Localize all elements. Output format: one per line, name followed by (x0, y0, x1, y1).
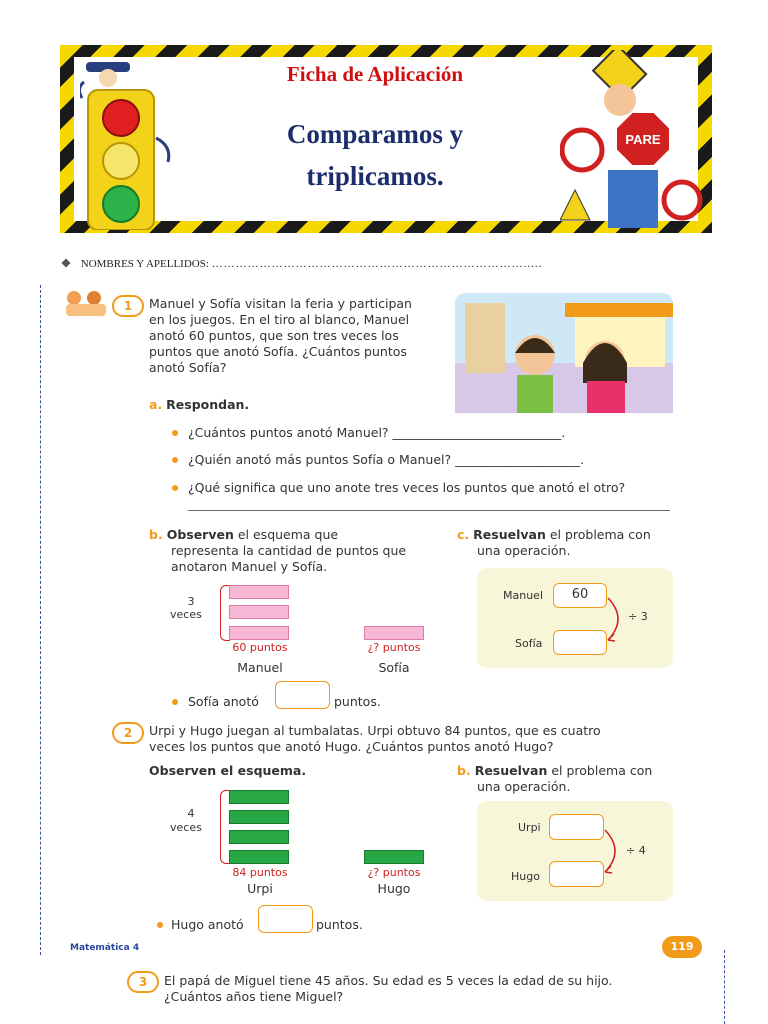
problem-1-line: puntos que anotó Sofía. ¿Cuántos puntos (149, 344, 407, 359)
bullet-icon (172, 457, 178, 463)
problem-3-number: 3 (127, 971, 159, 993)
part-b-rest: el esquema que (233, 527, 339, 542)
page-margin-line (724, 950, 725, 1024)
bullet-icon (157, 922, 163, 928)
urpi-bar (229, 810, 289, 824)
bullet-icon (172, 485, 178, 491)
op2-operation: ÷ 4 (626, 844, 646, 857)
sofia-points-label: ¿? puntos (367, 641, 421, 654)
diagram2-times-word: veces (170, 821, 202, 834)
op2-top-label: Urpi (518, 821, 541, 834)
part-b-bold: Observen (166, 527, 234, 542)
manuel-name-label: Manuel (237, 660, 283, 675)
problem-2-part-b (457, 763, 687, 795)
problem-3-line1: El papá de Miguel tiene 45 años. Su edad es 5 veces la edad de su hijo. (164, 973, 613, 988)
page-margin-line (40, 285, 41, 955)
problem-1-line: en los juegos. En el tiro al blanco, Manuel (149, 312, 410, 327)
page-number: 119 (662, 936, 702, 958)
hugo-points-label: ¿? puntos (367, 866, 421, 879)
bullet-icon (172, 430, 178, 436)
worksheet-title-line2: triplicamos. (306, 161, 444, 191)
manuel-bar (229, 585, 289, 599)
diagram2-times-num: 4 (187, 807, 195, 820)
sofia-bar (364, 626, 424, 640)
problem-2-part-b-letter: b. (457, 763, 471, 778)
part-c-line2: una operación. (477, 543, 571, 558)
problem-1-number: 1 (112, 295, 144, 317)
problem-1-line: anotó 60 puntos, que son tres veces los (149, 328, 399, 343)
part-c-text (457, 527, 687, 559)
traffic-light-illustration (80, 58, 180, 230)
problem-2-line2: veces los puntos que anotó Hugo. ¿Cuántos puntos anotó Hugo? (149, 739, 554, 754)
part-b-letter: b. (149, 527, 163, 542)
part-b-text (149, 527, 449, 575)
op1-top-label: Manuel (503, 589, 543, 602)
answer2-prefix: Hugo anotó (171, 917, 244, 932)
manuel-bar (229, 626, 289, 640)
worksheet-title (200, 113, 550, 197)
answer2-suffix: puntos. (316, 917, 363, 932)
problem-2-line1: Urpi y Hugo juegan al tumbalatas. Urpi obtuvo 84 puntos, que es cuatro (149, 723, 601, 738)
urpi-name-label: Urpi (247, 881, 273, 896)
part-c-rest: el problema con (545, 527, 651, 542)
part-a-heading (149, 397, 249, 413)
question-2[interactable]: ¿Quién anotó más puntos Sofía o Manuel? ____________________. (188, 452, 585, 467)
part-c-letter: c. (457, 527, 470, 542)
hugo-bar (364, 850, 424, 864)
answer2-box[interactable] (258, 905, 313, 933)
urpi-bar (229, 850, 289, 864)
part-b-line3: anotaron Manuel y Sofía. (171, 559, 328, 574)
problem-1-line: Manuel y Sofía visitan la feria y participan (149, 296, 412, 311)
op2-top-box[interactable] (549, 814, 604, 840)
urpi-bar (229, 790, 289, 804)
problem-2-text (149, 723, 709, 755)
diagram1-times-word: veces (170, 608, 202, 621)
bullet-icon (172, 699, 178, 705)
answer-line[interactable] (188, 510, 670, 511)
worksheet-title-line1: Comparamos y (286, 119, 464, 149)
names-label: NOMBRES Y APELLIDOS: (80, 258, 209, 270)
problem-1-line: anotó Sofía? (149, 360, 227, 375)
part-a-letter: a. (149, 397, 163, 412)
manuel-points-label: 60 puntos (232, 641, 288, 654)
problem-1-text (149, 296, 449, 376)
problem-2-part-b-line2: una operación. (477, 779, 571, 794)
manuel-bar (229, 605, 289, 619)
stop-sign-text: PARE (625, 132, 661, 147)
problem-3-text (164, 973, 704, 1005)
part-c-line1 (457, 527, 687, 543)
problem-2-part-b-line1 (457, 763, 687, 779)
worksheet-subtitle: Ficha de Aplicación (286, 62, 464, 86)
op2-answer-box[interactable] (549, 861, 604, 887)
curved-arrow-icon (606, 596, 630, 642)
answer1-box[interactable] (275, 681, 330, 709)
observe-heading: Observen el esquema. (149, 763, 307, 778)
problem-2-part-b-bold: Resuelvan (474, 763, 548, 778)
sofia-name-label: Sofía (378, 660, 410, 675)
op1-bottom-label: Sofía (515, 637, 543, 650)
answer1-suffix: puntos. (334, 694, 381, 709)
urpi-bar (229, 830, 289, 844)
problem-2-part-b-rest: el problema con (547, 763, 653, 778)
problem-3-line2: ¿Cuántos años tiene Miguel? (164, 989, 344, 1004)
part-a-title: Respondan. (166, 397, 250, 412)
hugo-name-label: Hugo (377, 881, 411, 896)
part-b-line2: representa la cantidad de puntos que (171, 543, 407, 558)
curved-arrow-icon (603, 828, 627, 874)
part-c-bold: Resuelvan (473, 527, 546, 542)
kids-icon (62, 288, 112, 318)
problem-2-number: 2 (112, 722, 144, 744)
answer1-prefix: Sofía anotó (188, 694, 259, 709)
question-3: ¿Qué significa que uno anote tres veces los puntos que anotó el otro? (188, 480, 626, 495)
urpi-points-label: 84 puntos (232, 866, 288, 879)
book-name: Matemática 4 (70, 943, 140, 953)
names-field[interactable]: ……………………………………………………………………..... (211, 258, 543, 270)
bullet-icon (61, 258, 70, 267)
op1-answer-box[interactable] (553, 630, 607, 655)
names-row (62, 258, 692, 270)
diagram1-times-num: 3 (187, 595, 195, 608)
traffic-officer-illustration (560, 50, 710, 230)
question-1[interactable]: ¿Cuántos puntos anotó Manuel? ___________________________. (188, 425, 566, 440)
op1-top-value: 60 (553, 583, 607, 608)
op2-bottom-label: Hugo (511, 870, 540, 883)
op1-operation: ÷ 3 (628, 610, 648, 623)
fair-kids-illustration (455, 293, 673, 413)
part-b-line1 (149, 527, 449, 543)
